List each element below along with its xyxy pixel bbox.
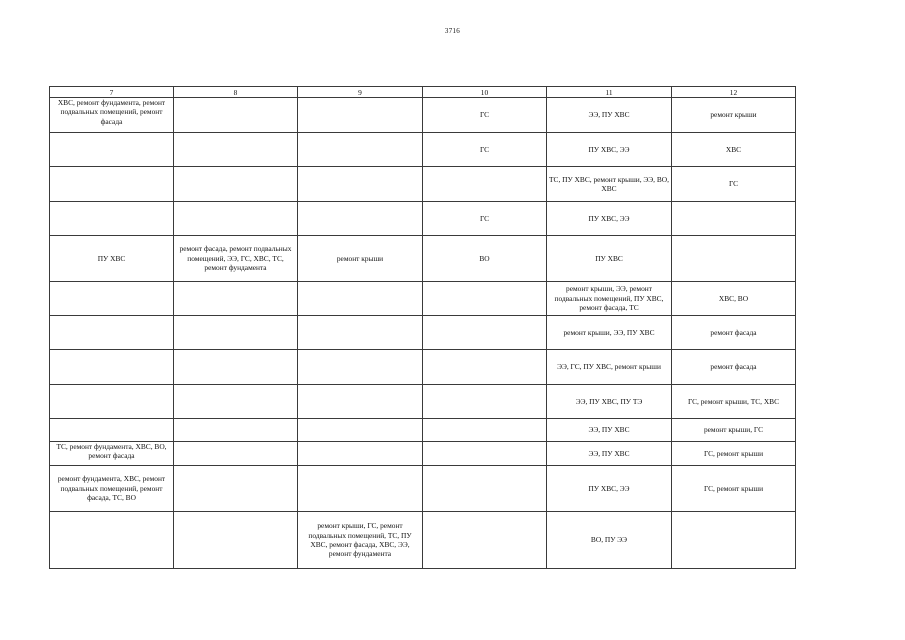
- table-cell: [298, 167, 423, 202]
- table-row: [50, 385, 796, 419]
- table-cell: ремонт фасада: [672, 316, 796, 350]
- table-cell: ремонт крыши: [672, 98, 796, 133]
- table-cell: ПУ ХВС, ЭЭ: [547, 133, 672, 167]
- column-header: 7: [50, 87, 174, 98]
- table-cell: [50, 512, 174, 569]
- table-cell: [298, 98, 423, 133]
- table-cell: ХВС, ремонт фундамента, ремонт подвальных помещений, ремонт фасада: [50, 98, 174, 133]
- table-cell: ремонт крыши, ГС, ремонт подвальных помещений, ТС, ПУ ХВС, ремонт фасада, ХВС, ЭЭ, ремонт фундамента: [298, 512, 423, 569]
- table-cell: [298, 316, 423, 350]
- column-header: 11: [547, 87, 672, 98]
- table-cell: ГС, ремонт крыши: [672, 466, 796, 512]
- table-cell: [298, 350, 423, 385]
- table-cell: [50, 282, 174, 316]
- table-cell: ЭЭ, ПУ ХВС: [547, 419, 672, 442]
- table-cell: [50, 167, 174, 202]
- table-cell: [423, 512, 547, 569]
- table-cell: [298, 385, 423, 419]
- page-number: 3716: [444, 27, 461, 35]
- table-cell: [672, 512, 796, 569]
- table-cell: ГС: [672, 167, 796, 202]
- table-row: [50, 133, 796, 167]
- table-cell: [174, 385, 298, 419]
- table-cell: [423, 385, 547, 419]
- table-cell: [174, 466, 298, 512]
- table-cell: [50, 385, 174, 419]
- table-cell: [174, 202, 298, 236]
- column-header: 12: [672, 87, 796, 98]
- table-cell: [50, 202, 174, 236]
- table-cell: ремонт крыши: [298, 236, 423, 282]
- table-cell: ремонт фасада, ремонт подвальных помещений, ЭЭ, ГС, ХВС, ТС, ремонт фундамента: [174, 236, 298, 282]
- table-row: [50, 512, 796, 569]
- table-cell: [423, 466, 547, 512]
- table-cell: [672, 236, 796, 282]
- table-cell: ГС: [423, 98, 547, 133]
- table-row: [50, 167, 796, 202]
- table-row: [50, 350, 796, 385]
- table-cell: ТС, ПУ ХВС, ремонт крыши, ЭЭ, ВО, ХВС: [547, 167, 672, 202]
- table-cell: [298, 133, 423, 167]
- table-cell: ремонт крыши, ГС: [672, 419, 796, 442]
- table-cell: ЭЭ, ПУ ХВС: [547, 442, 672, 466]
- table-cell: [50, 133, 174, 167]
- table-cell: [174, 133, 298, 167]
- table-cell: ХВС, ВО: [672, 282, 796, 316]
- schedule-table: [49, 86, 796, 569]
- table-cell: [174, 442, 298, 466]
- table-cell: ЭЭ, ПУ ХВС, ПУ ТЭ: [547, 385, 672, 419]
- table-cell: ВО, ПУ ЭЭ: [547, 512, 672, 569]
- table-cell: [174, 98, 298, 133]
- table-cell: [298, 466, 423, 512]
- table-cell: [174, 350, 298, 385]
- table-cell: [174, 167, 298, 202]
- table-cell: ПУ ХВС, ЭЭ: [547, 466, 672, 512]
- table-cell: ХВС: [672, 133, 796, 167]
- table-row: [50, 442, 796, 466]
- table-cell: ПУ ХВС: [50, 236, 174, 282]
- table-row: [50, 282, 796, 316]
- table-cell: ГС, ремонт крыши, ТС, ХВС: [672, 385, 796, 419]
- table-cell: [50, 316, 174, 350]
- table-cell: ТС, ремонт фундамента, ХВС, ВО, ремонт фасада: [50, 442, 174, 466]
- table-cell: ремонт крыши, ЭЭ, ПУ ХВС: [547, 316, 672, 350]
- table-cell: [672, 202, 796, 236]
- table-row: [50, 236, 796, 282]
- table-cell: ВО: [423, 236, 547, 282]
- table-cell: [50, 419, 174, 442]
- table-row: [50, 98, 796, 133]
- table-cell: ПУ ХВС: [547, 236, 672, 282]
- table-cell: ремонт крыши, ЭЭ, ремонт подвальных помещений, ПУ ХВС, ремонт фасада, ТС: [547, 282, 672, 316]
- table-cell: [423, 419, 547, 442]
- table-cell: ЭЭ, ПУ ХВС: [547, 98, 672, 133]
- table-cell: [423, 350, 547, 385]
- table-cell: ПУ ХВС, ЭЭ: [547, 202, 672, 236]
- table-cell: ГС: [423, 133, 547, 167]
- table-row: [50, 316, 796, 350]
- table-cell: [174, 316, 298, 350]
- column-header: 8: [174, 87, 298, 98]
- column-header: 10: [423, 87, 547, 98]
- table-cell: [423, 167, 547, 202]
- column-header: 9: [298, 87, 423, 98]
- table-cell: [174, 512, 298, 569]
- table-cell: [298, 282, 423, 316]
- table-cell: [423, 442, 547, 466]
- table-cell: [50, 350, 174, 385]
- table-cell: [298, 202, 423, 236]
- table-cell: [174, 419, 298, 442]
- table-cell: ГС: [423, 202, 547, 236]
- table-cell: ГС, ремонт крыши: [672, 442, 796, 466]
- table-cell: ремонт фасада: [672, 350, 796, 385]
- table-cell: [298, 419, 423, 442]
- table-cell: [423, 316, 547, 350]
- table-row: [50, 202, 796, 236]
- table-cell: [423, 282, 547, 316]
- table-cell: [174, 282, 298, 316]
- table-cell: ЭЭ, ГС, ПУ ХВС, ремонт крыши: [547, 350, 672, 385]
- header-row: [50, 87, 796, 98]
- table-row: [50, 466, 796, 512]
- table-cell: [298, 442, 423, 466]
- table-cell: ремонт фундамента, ХВС, ремонт подвальных помещений, ремонт фасада, ТС, ВО: [50, 466, 174, 512]
- table-row: [50, 419, 796, 442]
